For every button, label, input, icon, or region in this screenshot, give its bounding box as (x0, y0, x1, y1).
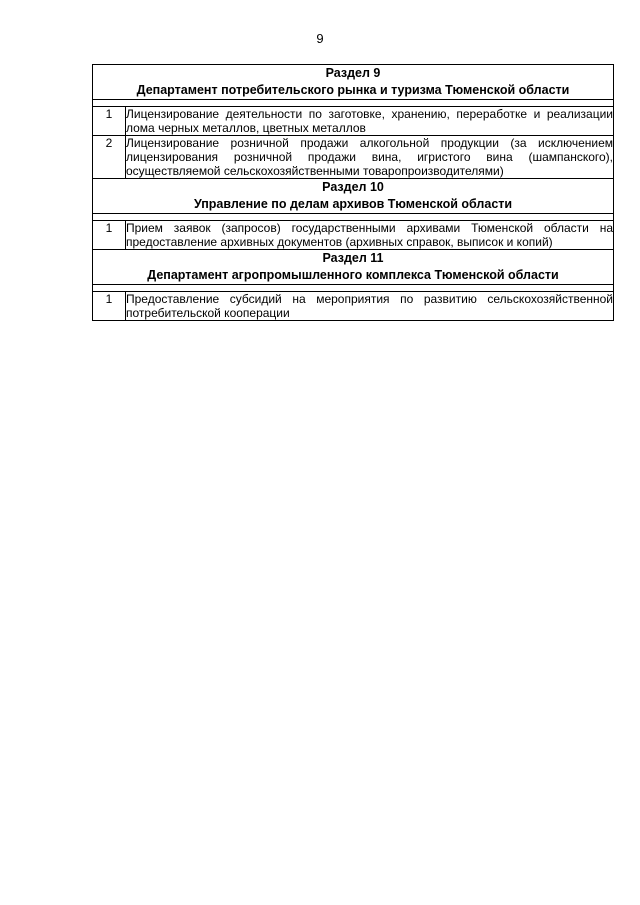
section-title: Раздел 9 (325, 66, 381, 80)
section-title: Раздел 11 (322, 251, 384, 265)
section-title: Раздел 10 (322, 180, 384, 194)
section-header-row (93, 250, 614, 285)
section-header-row (93, 179, 614, 214)
section-spacer (93, 214, 614, 221)
section-subtitle: Департамент потребительского рынка и туризма Тюменской области (136, 83, 570, 97)
section-header (93, 65, 614, 100)
section-header-row (93, 65, 614, 100)
row-text: Прием заявок (запросов) государственными архивами Тюменской области на предоставление архивных документов (архивных справок, выписок и копий) (126, 221, 614, 249)
row-text: Предоставление субсидий на мероприятия по развитию сельскохозяйственной потребительской кооперации (126, 292, 614, 320)
row-text: Лицензирование деятельности по заготовке, хранению, переработке и реализации лома черных металлов, цветных металлов (126, 107, 614, 135)
section-subtitle: Департамент агропромышленного комплекса Тюменской области (147, 268, 559, 282)
row-number: 2 (93, 136, 126, 179)
page-number: 9 (316, 31, 324, 46)
section-spacer (93, 285, 614, 292)
table-row (93, 221, 614, 250)
row-text: Лицензирование розничной продажи алкогольной продукции (за исключением лицензирования розничной продажи вина, игристого вина (шампанского), осуществляемой сельскохозяйственными товаропроизводителями) (126, 136, 614, 178)
section-header (93, 179, 614, 214)
table-row (93, 136, 614, 179)
row-number: 1 (93, 221, 126, 250)
table-row (93, 292, 614, 321)
table-row (93, 107, 614, 136)
section-spacer (93, 100, 614, 107)
section-subtitle: Управление по делам архивов Тюменской области (193, 197, 513, 211)
row-number: 1 (93, 107, 126, 136)
services-table (92, 64, 614, 321)
section-header (93, 250, 614, 285)
row-number: 1 (93, 292, 126, 321)
